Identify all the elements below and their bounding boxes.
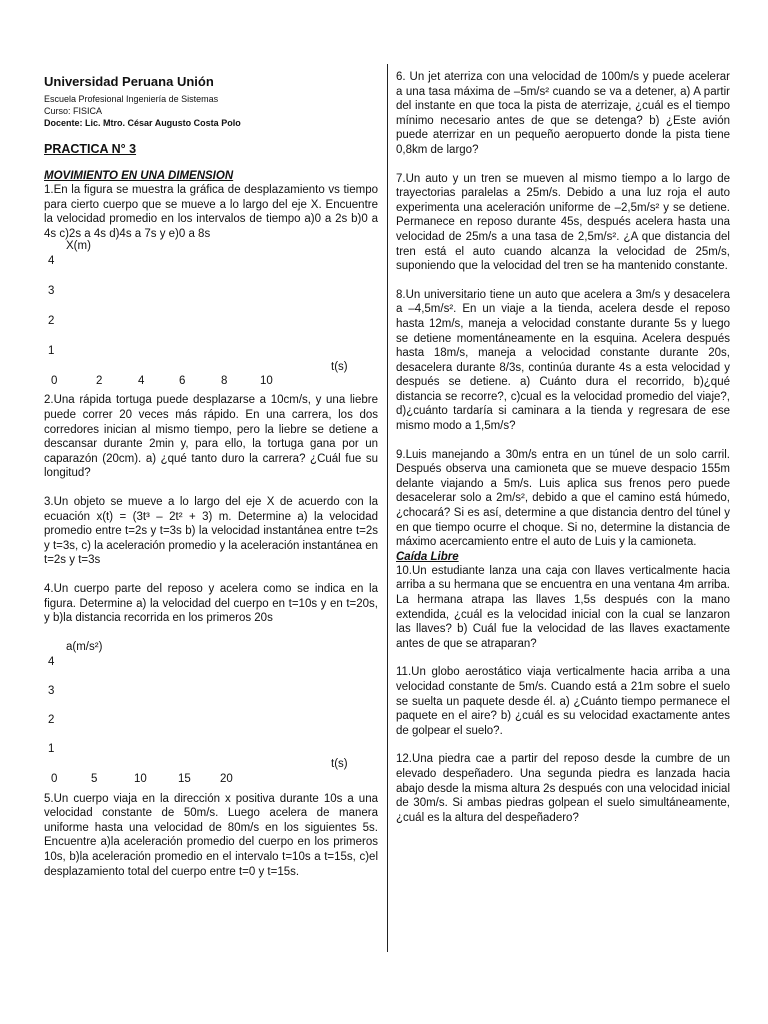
problem-5: 5.Un cuerpo viaja en la dirección x positiva durante 10s a una velocidad constante de 50m/s. Luego acelera de manera uniforme hasta una velocidad de 80m/s en los siguientes 5s. Encuentre a)la aceleración promedio del cuerpo en los primeros 10s, b)la aceleración promedio en el intervalo t=10s a t=15s, c)el desplazamiento total del cuerpo entre t=0 y t=15s. (44, 792, 378, 878)
problem-7: 7.Un auto y un tren se mueven al mismo tiempo a lo largo de trayectorias paralelas a 25m/s. Debido a una luz roja el auto experimenta una aceleración uniforme de –2,5m/s² y se detiene. Permanece en reposo durante 45s, después acelera hasta una velocidad de 25m/s a una tasa de 2,5m/s². ¿A que distancia del tren está el auto cuando alcanza la velocidad de 25m/s, suponiendo que la velocidad del tren se ha mantenido constante. (396, 172, 730, 273)
teacher-name: Docente: Lic. Mtro. César Augusto Costa Polo (44, 118, 241, 128)
problem-11: 11.Un globo aerostático viaja verticalmente hacia arriba a una velocidad constante de 5m/s. Cuando está a 21m sobre el suelo se suelta un paquete desde él. a) ¿Cuánto tiempo permanece el paquete en el aire? b) ¿cuál es su velocidad exactamente antes de golpear el suelo?. (396, 666, 730, 737)
column-divider (387, 64, 388, 952)
practice-title: PRACTICA N° 3 (44, 142, 137, 156)
right-column (396, 70, 730, 825)
problem-6: 6. Un jet aterriza con una velocidad de 100m/s y puede acelerar a una tasa máxima de –5m/s² cuando se va a detener, a) A partir del instante en que toca la pista de aterrizaje, ¿cuál es el tiempo mínimo necesario antes de que se detenga? b) ¿Este avión puede aterrizar en un pequeño aeropuerto donde la pista tiene 0,8km de largo? (396, 71, 730, 156)
problem-3: 3.Un objeto se mueve a lo largo del eje X de acuerdo con la ecuación x(t) = (3t³ – 2t² + 3) m. Determine a) la velocidad promedio entre t=2s y t=3s b) la velocidad instantánea entre t=2s y t=3s, c) la aceleración promedio y la aceleración instantánea en t=2s y t=3s (44, 495, 379, 567)
graph2-y-tick: 2 (48, 713, 55, 726)
problem-2: 2.Una rápida tortuga puede desplazarse a 10cm/s, y una liebre puede correr 20 veces más rápido. En una carrera, los dos corredores inician al mismo tiempo, pero la liebre se detiene a descansar durante 2min y, para ello, la tortuga gana por un caparazón (20cm). a) ¿qué tanto duro la carrera? ¿Cuál fue su longitud? (44, 394, 378, 480)
graph1-y-tick: 1 (48, 345, 55, 358)
problem-10: 10.Un estudiante lanza una caja con llaves verticalmente hacia arriba a su hermana que se encuentra en una ventana 4m arriba. La hermana atrapa las llaves 1,5s después con la mano extendida, ¿cuál es la velocidad inicial con la cual se lanzaron las llaves? b) Cuál fue la velocidad de las llaves exactamente antes de que se atraparan? (396, 564, 730, 650)
graph1-x-tick: 0 (51, 375, 58, 388)
graph1-x-tick: 4 (138, 375, 145, 388)
graph2-x-tick: 20 (220, 772, 233, 785)
acceleration-graph (44, 626, 378, 792)
left-column (44, 70, 378, 879)
problem-9: 9.Luis manejando a 30m/s entra en un túnel de un solo carril. Después observa una camioneta que se mueve despacio 155m delante viajando a 5m/s. Luis aplica sus frenos pero puede desacelerar solo a 2m/s², debido a que el camino está húmedo, ¿chocará? Si es así, determine a que distancia dentro del túnel y en que tiempo ocurre el choque. Si no, determine la distancia de máximo acercamiento entre el auto de Luis y la camioneta. (396, 448, 730, 549)
graph2-y-tick: 3 (48, 684, 55, 697)
graph2-x-tick: 5 (91, 772, 98, 785)
graph2-x-label: t(s) (331, 757, 348, 770)
graph2-y-tick: 4 (48, 655, 55, 668)
graph2-x-tick: 10 (134, 772, 147, 785)
problem-1: 1.En la figura se muestra la gráfica de desplazamiento vs tiempo para cierto cuerpo que se mueve a lo largo del eje X. Encuentre la velocidad promedio en los intervalos de tiempo a)0 a 2s b)0 a 4s c)2s a 4s d)4s a 7s y e)0 a 8s (44, 184, 378, 240)
graph1-x-label: t(s) (331, 361, 348, 374)
graph1-y-tick: 3 (48, 285, 55, 298)
course-name: Curso: FISICA (44, 106, 103, 116)
school-name: Escuela Profesional Ingeniería de Sistemas (44, 94, 219, 104)
displacement-graph (44, 241, 378, 393)
graph1-y-tick: 4 (48, 255, 55, 268)
free-fall-title: Caída Libre (396, 550, 459, 563)
graph1-x-tick: 2 (96, 375, 103, 388)
graph1-x-tick: 8 (221, 375, 228, 388)
problem-12: 12.Una piedra cae a partir del reposo desde la cumbre de un elevado despeñadero. Una segunda piedra es lanzada hacia abajo desde la misma altura 2s después con una velocidad inicial de 30m/s. Si ambas piedras golpean el suelo simultáneamente, ¿cuál es la altura del despeñadero? (396, 753, 730, 824)
problem-8: 8.Un universitario tiene un auto que acelera a 3m/s y desacelera a –4,5m/s². En un viaje a la tienda, acelera desde el reposo hasta 12m/s, maneja a velocidad constante durante 5s y luego se detiene momentáneamente en la esquina. Acelera después hasta 18m/s, maneja a velocidad constante durante 20s, desacelera durante 8/3s, continúa durante 4s a esta velocidad y después se detiene. a) Cuánto dura el recorrido, b)¿qué distancia se recorre?, c)cual es la velocidad promedio del viaje?, d)¿cuánto tardaría si caminara a la tienda y regresara de ese mismo modo a 1,5m/s? (396, 288, 730, 433)
graph2-y-tick: 1 (48, 742, 55, 755)
graph2-y-label: a(m/s²) (66, 640, 103, 653)
problem-4: 4.Un cuerpo parte del reposo y acelera como se indica en la figura. Determine a) la velocidad del cuerpo en t=10s y en t=20s, y b)la distancia recorrida en los primeros 20s (44, 582, 378, 625)
graph2-x-tick: 0 (51, 772, 58, 785)
graph1-x-tick: 10 (260, 375, 273, 388)
graph1-y-label: X(m) (66, 240, 91, 253)
graph2-x-tick: 15 (178, 772, 191, 785)
university-name: Universidad Peruana Unión (44, 74, 214, 89)
section-title: MOVIMIENTO EN UNA DIMENSION (44, 170, 234, 182)
graph1-y-tick: 2 (48, 315, 55, 328)
graph1-x-tick: 6 (179, 375, 186, 388)
